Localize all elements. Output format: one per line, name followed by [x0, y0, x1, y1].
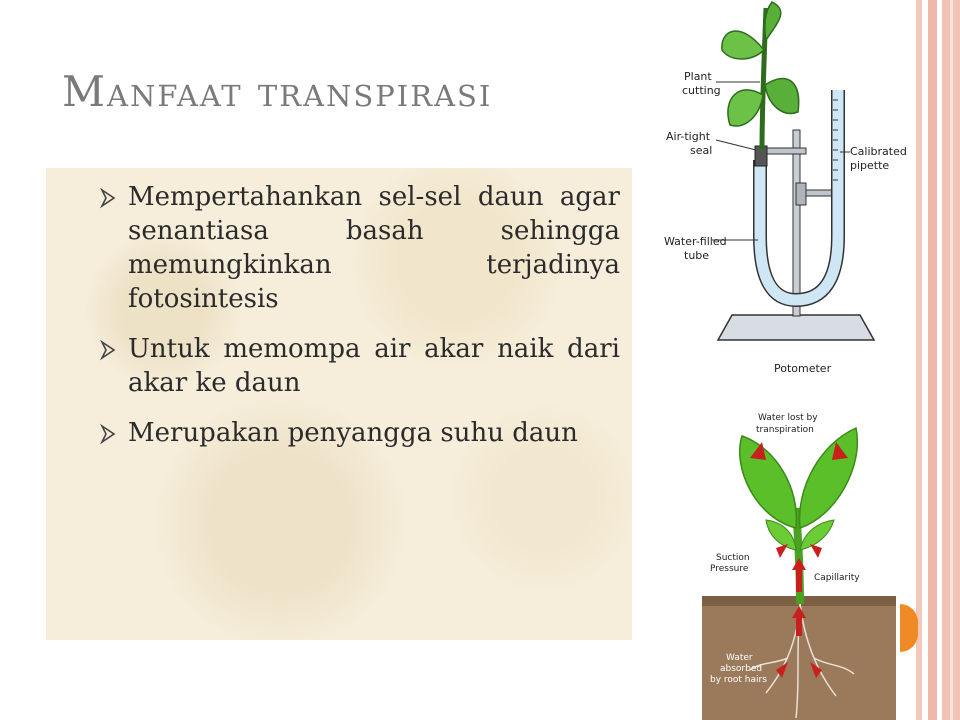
- leaf: [722, 31, 764, 59]
- label-water-lost: Water lost by: [758, 413, 818, 423]
- label-water-filled-tube: Water-filled: [664, 235, 727, 248]
- arrowhead-bullet-icon: [100, 420, 116, 448]
- label-capillarity: Capillarity: [814, 573, 860, 583]
- label-calibrated-pipette: pipette: [850, 159, 890, 172]
- label-water-lost: transpiration: [756, 425, 814, 435]
- label-air-tight-seal: Air-tight: [666, 130, 711, 143]
- leaf: [765, 2, 781, 40]
- edge-decoration: [916, 0, 960, 720]
- bullet-text: Mempertahankan sel-sel daun agar senantiasa basah sehingga memungkinkan terjadinya fotosintesis: [128, 182, 620, 314]
- label-plant-cutting: cutting: [682, 84, 721, 97]
- bullet-text: Untuk memompa air akar naik dari akar ke daun: [128, 334, 620, 398]
- potometer-base: [718, 315, 874, 340]
- bullet-list: [100, 180, 620, 466]
- label-suction-pressure: Pressure: [710, 564, 749, 574]
- label-air-tight-seal: seal: [690, 144, 713, 157]
- label-plant-cutting: Plant: [684, 70, 712, 83]
- bullet-text: Merupakan penyangga suhu daun: [128, 418, 578, 448]
- leaf: [728, 90, 763, 126]
- slide-title: Manfaat transpirasi: [62, 67, 493, 117]
- potometer-diagram: [660, 0, 907, 385]
- label-water-absorbed: by root hairs: [710, 675, 767, 685]
- label-suction-pressure: Suction: [716, 553, 750, 563]
- label-water-absorbed: absorbed: [720, 664, 763, 674]
- bullet-item: [100, 180, 620, 316]
- leaf: [740, 436, 797, 528]
- label-water-absorbed: Water: [726, 653, 753, 663]
- leaf: [765, 79, 799, 114]
- label-calibrated-pipette: Calibrated: [850, 145, 907, 158]
- stand-rod: [793, 130, 800, 316]
- bullet-item: [100, 332, 620, 400]
- arrowhead-bullet-icon: [100, 184, 116, 212]
- bullet-item: [100, 416, 620, 450]
- leaf: [800, 428, 858, 528]
- arrowhead-bullet-icon: [100, 336, 116, 364]
- label-water-filled-tube: tube: [684, 249, 710, 262]
- plant-transpiration-diagram: [696, 408, 896, 720]
- potometer-caption: Potometer: [774, 362, 832, 375]
